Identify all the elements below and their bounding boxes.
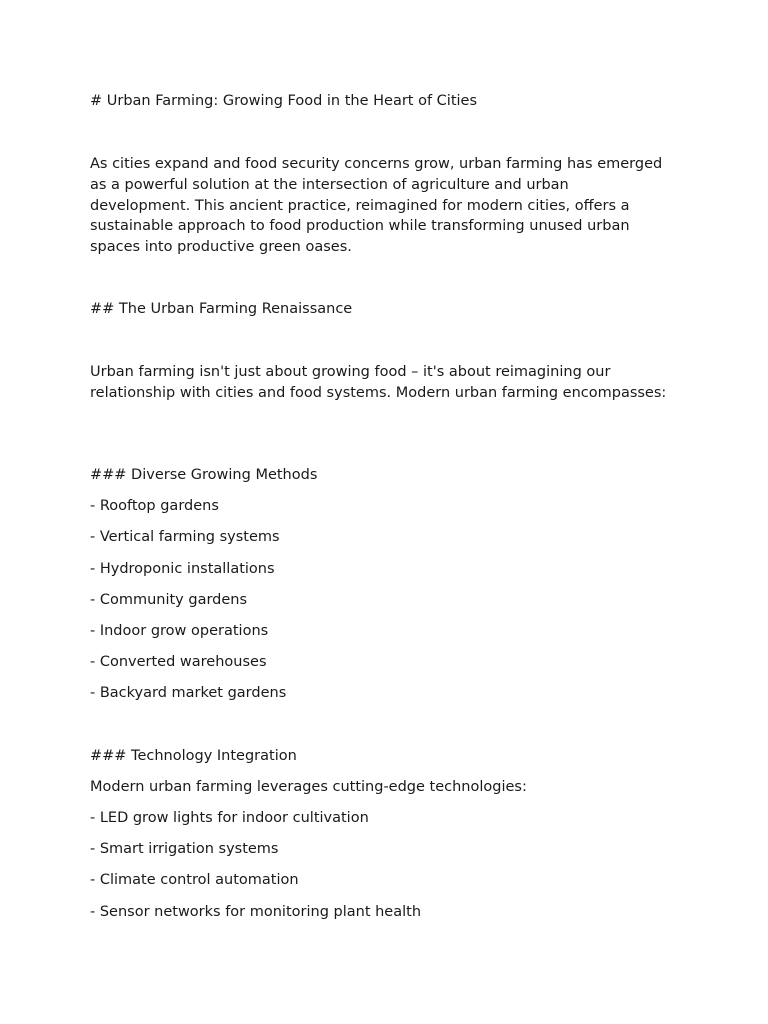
document-title: # Urban Farming: Growing Food in the Heart of Cities [90, 93, 478, 109]
section-heading-technology: ### Technology Integration [90, 748, 297, 764]
section-heading-renaissance: ## The Urban Farming Renaissance [90, 301, 353, 317]
list-item: - Converted warehouses [90, 654, 267, 670]
list-item: - Indoor grow operations [90, 623, 269, 639]
list-item: - Vertical farming systems [90, 529, 280, 545]
list-item: - Climate control automation [90, 872, 299, 888]
section-heading-growing-methods: ### Diverse Growing Methods [90, 467, 318, 483]
list-item: - Hydroponic installations [90, 561, 275, 577]
list-item: - LED grow lights for indoor cultivation [90, 810, 369, 826]
list-item: - Rooftop gardens [90, 498, 219, 514]
list-item: - Smart irrigation systems [90, 841, 279, 857]
list-item: - Sensor networks for monitoring plant health [90, 904, 422, 920]
list-item: - Backyard market gardens [90, 685, 287, 701]
intro-paragraph: As cities expand and food security concerns grow, urban farming has emerged as a powerful solution at the intersection of agriculture and urban development. This ancient practice, reimagined for modern cities, offers a sustainable approach to food production while transforming unused urban spaces into productive green oases. [90, 156, 663, 256]
renaissance-paragraph: Urban farming isn't just about growing food – it's about reimagining our relationship with cities and food systems. Modern urban farming encompasses: [90, 364, 667, 401]
technology-lead-text: Modern urban farming leverages cutting-edge technologies: [90, 779, 527, 795]
list-item: - Community gardens [90, 592, 248, 608]
